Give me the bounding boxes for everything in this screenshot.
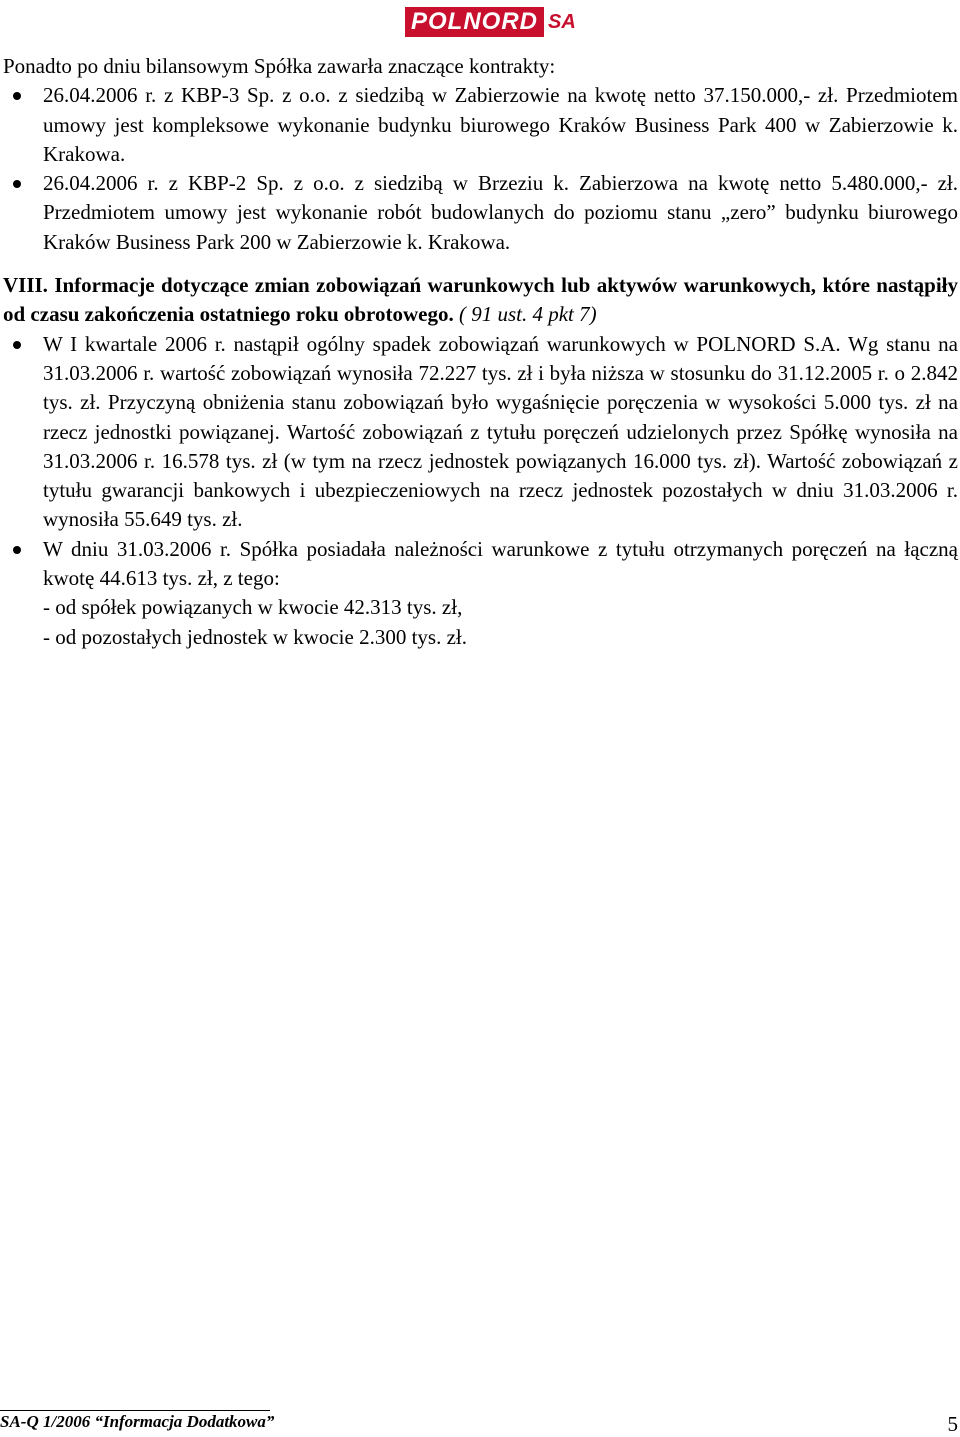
list-item	[0, 81, 960, 169]
company-logo	[405, 6, 576, 38]
section-item-text: W I kwartale 2006 r. nastąpił ogólny spadek zobowiązań warunkowych w POLNORD S.A. Wg stanu na 31.03.2006 r. wartość zobowiązań wynosiła 72.227 tys. zł i była niższa w stosunku do 31.12.2005 r. o 2.842 tys. zł. Przyczyną obniżenia stanu zobowiązań było wygaśnięcie poręczenia w wysokości 5.000 tys. zł na rzecz jednostki powiązanej. Wartość zobowiązań z tytułu poręczeń udzielonych przez Spółkę wynosiła na 31.03.2006 r. 16.578 tys. zł (w tym na rzecz jednostek powiązanych 16.000 tys. zł). Wartość zobowiązań z tytułu gwarancji bankowych i ubezpieczeniowych na rzecz jednostek pozostałych w dniu 31.03.2006 r. wynosiła 55.649 tys. zł.	[43, 331, 958, 532]
contracts-list	[0, 81, 960, 257]
footer-divider	[0, 1410, 270, 1411]
list-item	[0, 535, 960, 652]
list-item	[0, 330, 960, 535]
logo-suffix: SA	[548, 10, 576, 33]
section-list	[0, 330, 960, 652]
sub-item: - od spółek powiązanych w kwocie 42.313 tys. zł,	[43, 595, 463, 620]
section-heading-text: VIII. Informacje dotyczące zmian zobowiązań warunkowych lub aktywów warunkowych, które nastąpiły od czasu zakończenia ostatniego roku obrotowego.	[3, 273, 958, 327]
page-number: 5	[947, 1412, 958, 1436]
legal-reference: ( 91 ust. 4 pkt 7)	[458, 302, 597, 327]
section-viii	[0, 271, 960, 330]
contract-text: 26.04.2006 r. z KBP-3 Sp. z o.o. z siedzibą w Zabierzowie na kwotę netto 37.150.000,- zł. Przedmiotem umowy jest kompleksowe wykonanie budynku biurowego Kraków Business Park 400 w Zabierzowie k. Krakowa.	[43, 83, 958, 166]
document-body	[0, 52, 960, 652]
sub-item: - od pozostałych jednostek w kwocie 2.300 tys. zł.	[43, 624, 467, 649]
logo-wordmark: POLNORD	[405, 7, 544, 37]
list-item	[0, 169, 960, 257]
intro-paragraph: Ponadto po dniu bilansowym Spółka zawarła znaczące kontrakty:	[3, 54, 556, 78]
footer-title: SA-Q 1/2006 “Informacja Dodatkowa”	[0, 1412, 275, 1431]
contract-text: 26.04.2006 r. z KBP-2 Sp. z o.o. z siedzibą w Brzeziu k. Zabierzowa na kwotę netto 5.480.000,- zł. Przedmiotem umowy jest wykonanie robót budowlanych do poziomu stanu „zero” budynku biurowego Kraków Business Park 200 w Zabierzowie k. Krakowa.	[43, 171, 958, 254]
section-heading	[3, 271, 958, 330]
section-item-text: W dniu 31.03.2006 r. Spółka posiadała należności warunkowe z tytułu otrzymanych poręczeń na łączną kwotę 44.613 tys. zł, z tego:	[43, 536, 958, 591]
